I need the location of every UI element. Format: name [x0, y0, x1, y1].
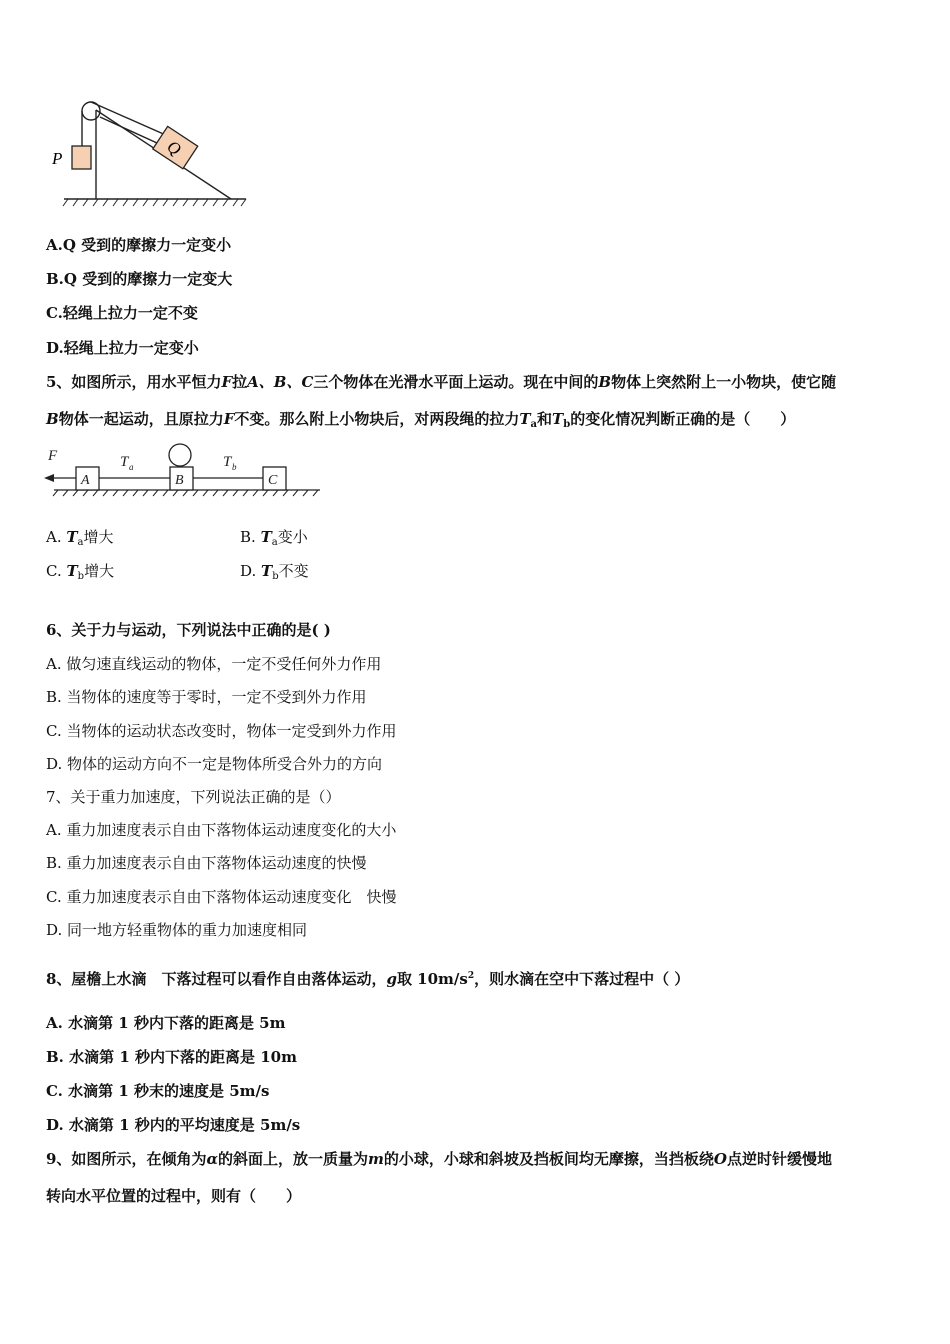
label-p: P	[52, 149, 63, 168]
q6-option-d: D. 物体的运动方向不一定是物体所受合外力的方向	[46, 755, 383, 773]
q9-stem-line1: 9、如图所示，在倾角为α的斜面上，放一质量为m的小球，小球和斜坡及挡板间均无摩擦，当挡板绕O点逆时针缓慢地	[46, 1150, 832, 1168]
q7-option-c: C. 重力加速度表示自由下落物体运动速度变化 快慢	[46, 888, 397, 906]
q7-option-a: A. 重力加速度表示自由下落物体运动速度变化的大小	[46, 821, 397, 839]
q5-stem-line2: B物体一起运动，且原拉力F不变。那么附上小物块后，对两段绳的拉力$T_a$和$T_b$的变化情况判断正确的是（ ）	[46, 410, 796, 430]
q7-option-d: D. 同一地方轻重物体的重力加速度相同	[46, 921, 308, 939]
incline-pulley-figure	[46, 96, 256, 211]
q4-option-b: B.Q 受到的摩擦力一定变大	[46, 270, 233, 288]
q5-option-d: D. $T_b$不变	[240, 562, 309, 582]
q9-stem-line2: 转向水平位置的过程中，则有（ ）	[46, 1187, 302, 1205]
fig2-label-c: C	[268, 473, 278, 488]
fig2-label-b: B	[175, 473, 184, 488]
small-ball	[169, 444, 191, 466]
fig2-label-a: A	[81, 473, 90, 488]
q8-stem: 8、屋檐上水滴 下落过程可以看作自由落体运动，g取 $10m/s^2$，则水滴在空中下落过程中（ ）	[46, 970, 690, 988]
q5-option-c: C. $T_b$增大	[46, 562, 115, 582]
fig2-label-ta-sub: a	[129, 462, 134, 472]
label-q: Q	[163, 136, 185, 160]
fig2-label-tb-sub: b	[232, 462, 237, 472]
q6-stem: 6、关于力与运动，下列说法中正确的是( )	[46, 621, 331, 639]
fig2-label-tb: T	[223, 454, 232, 470]
q4-option-c: C.轻绳上拉力一定不变	[46, 304, 198, 322]
q7-option-b: B. 重力加速度表示自由下落物体运动速度的快慢	[46, 854, 367, 872]
q5-option-b: B. $T_a$变小	[240, 528, 308, 548]
q6-option-b: B. 当物体的速度等于零时，一定不受到外力作用	[46, 688, 367, 706]
q5-stem-line1: 5、如图所示，用水平恒力F拉A、B、C三个物体在光滑水平面上运动。现在中间的B物体上突然附上一小物块，使它随	[46, 373, 837, 391]
block-p	[72, 146, 91, 169]
force-arrow-icon	[44, 474, 54, 482]
q6-option-c: C. 当物体的运动状态改变时，物体一定受到外力作用	[46, 722, 397, 740]
fig2-label-f: F	[48, 448, 58, 464]
q5-option-a: A. $T_a$增大	[46, 528, 114, 548]
fig2-label-ta: T	[120, 454, 129, 470]
q4-option-d: D.轻绳上拉力一定变小	[46, 339, 199, 357]
q8-option-d: D. 水滴第 1 秒内的平均速度是 5m/s	[46, 1116, 301, 1134]
three-blocks-figure	[40, 440, 325, 498]
q7-stem: 7、关于重力加速度，下列说法正确的是（）	[46, 788, 341, 806]
q6-option-a: A. 做匀速直线运动的物体，一定不受任何外力作用	[46, 655, 382, 673]
q8-option-a: A. 水滴第 1 秒内下落的距离是 5m	[46, 1014, 286, 1032]
q4-option-a: A.Q 受到的摩擦力一定变小	[46, 236, 232, 254]
q8-option-b: B. 水滴第 1 秒内下落的距离是 10m	[46, 1048, 297, 1066]
q8-option-c: C. 水滴第 1 秒末的速度是 5m/s	[46, 1082, 270, 1100]
